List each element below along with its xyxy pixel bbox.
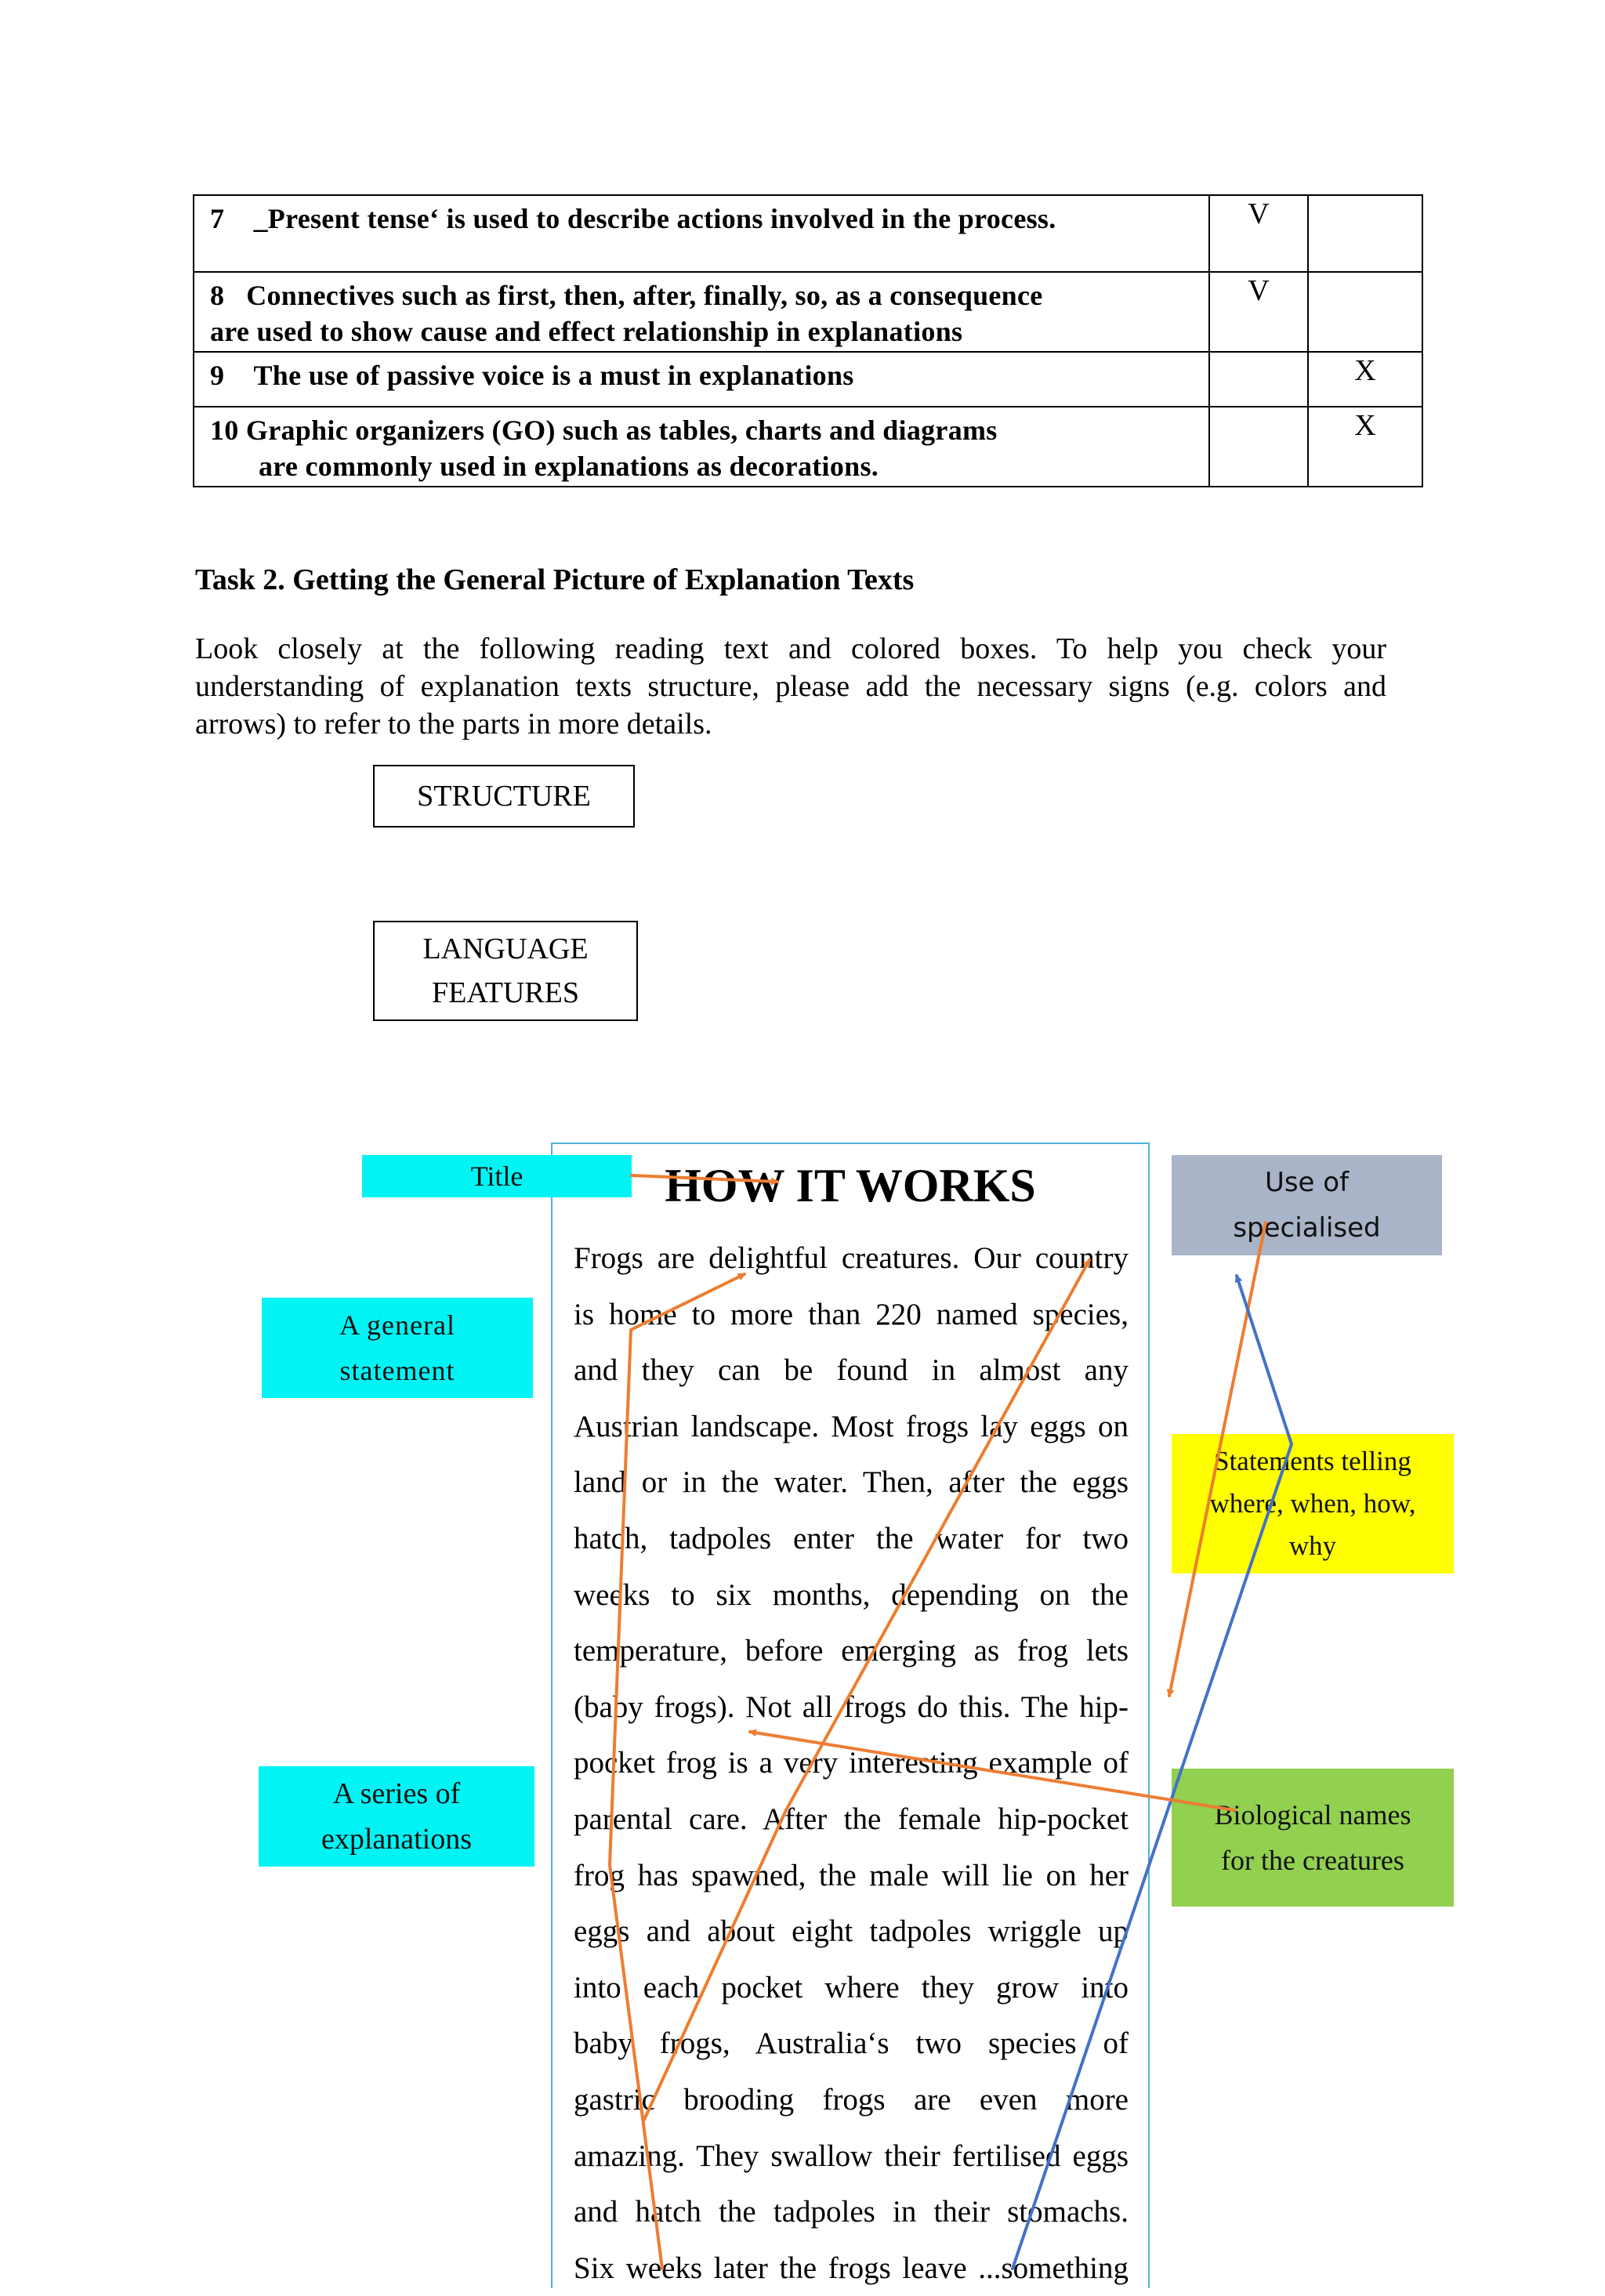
statement-text-continued: are commonly used in explanations as decorations. — [259, 451, 879, 482]
true-mark-cell: V — [1209, 195, 1308, 272]
article-line: frog has spawned, the male will lie on her — [574, 1858, 1129, 1892]
structure-box-label: STRUCTURE — [417, 780, 591, 813]
instruction-line: arrows) to refer to the parts in more details. — [195, 708, 712, 741]
specialised-terms-label[interactable] — [1172, 1155, 1442, 1255]
statement-text: 8 Connectives such as first, then, after, finally, so, as a consequence — [210, 280, 1043, 311]
label-line: why — [1288, 1530, 1337, 1561]
article-line: Austrian landscape. Most frogs lay eggs on — [574, 1409, 1129, 1443]
title-label-text: Title — [470, 1161, 524, 1192]
biological-names-label[interactable] — [1172, 1769, 1454, 1907]
label-line: A series of — [332, 1777, 461, 1810]
false-mark-cell: X — [1308, 407, 1422, 487]
label-line: A general — [339, 1309, 455, 1341]
structure-box — [373, 765, 635, 828]
label-line: for the creatures — [1221, 1845, 1404, 1876]
task-heading: Task 2. Getting the General Picture of Explanation Texts — [195, 563, 915, 596]
article-line: baby frogs, Australia‘s two species of — [574, 2026, 1129, 2061]
article-line: and they can be found in almost any — [574, 1353, 1129, 1388]
statement-text: 7 _Present tense‘ is used to describe actions involved in the process. — [210, 203, 1056, 234]
label-line: Biological names — [1214, 1799, 1411, 1831]
instruction-line: Look closely at the following reading text and colored boxes. To help you check your — [195, 632, 1386, 665]
statement-text: 10 Graphic organizers (GO) such as tables, charts and diagrams — [210, 415, 998, 446]
reading-text-panel — [551, 1143, 1150, 2288]
true-mark-cell — [1209, 407, 1308, 487]
article-line: parental care. After the female hip-pocket — [574, 1802, 1129, 1836]
statement-cell — [194, 272, 1209, 352]
article-line: Frogs are delightful creatures. Our country — [574, 1241, 1129, 1275]
table-row — [194, 272, 1422, 352]
label-line: Use of — [1264, 1167, 1350, 1198]
language-features-box — [373, 921, 638, 1021]
table-row — [194, 407, 1422, 487]
article-line: hatch, tadpoles enter the water for two — [574, 1521, 1129, 1555]
article-line: (baby frogs). Not all frogs do this. The hip- — [574, 1689, 1129, 1724]
label-line: Statements telling — [1214, 1446, 1411, 1476]
article-line: is home to more than 220 named species, — [574, 1297, 1129, 1331]
false-mark-cell — [1308, 272, 1422, 352]
false-mark-cell — [1308, 195, 1422, 272]
statement-text: 9 The use of passive voice is a must in explanations — [210, 360, 854, 391]
statements-label[interactable] — [1172, 1434, 1454, 1574]
series-of-explanations-label[interactable] — [259, 1766, 534, 1867]
language-box-line: FEATURES — [432, 976, 579, 1009]
article-line: into each pocket where they grow into — [574, 1970, 1129, 2004]
statement-text-continued: are used to show cause and effect relationship in explanations — [210, 316, 963, 347]
label-line: where, when, how, — [1209, 1488, 1416, 1519]
article-line: amazing. They swallow their fertilised eggs — [574, 2138, 1129, 2173]
label-line: statement — [339, 1355, 455, 1386]
language-box-line: LANGUAGE — [422, 933, 589, 965]
statement-cell — [194, 352, 1209, 407]
label-line: specialised — [1233, 1212, 1381, 1244]
article-line: and hatch the tadpoles in their stomachs. — [574, 2195, 1129, 2229]
article-title: HOW IT WORKS — [665, 1160, 1036, 1211]
table-row — [194, 195, 1422, 272]
article-line: land or in the water. Then, after the eggs — [574, 1465, 1129, 1500]
general-statement-label[interactable] — [262, 1298, 533, 1398]
article-line: gastric brooding frogs are even more — [574, 2082, 1129, 2117]
true-mark-cell — [1209, 352, 1308, 407]
statement-cell — [194, 195, 1209, 272]
instruction-line: understanding of explanation texts structure, please add the necessary signs (e.g. colors and — [195, 670, 1386, 703]
article-line: pocket frog is a very interesting example of — [574, 1746, 1129, 1780]
article-line: Six weeks later the frogs leave ...something — [574, 2251, 1129, 2285]
checklist-table — [193, 194, 1423, 487]
statement-cell — [194, 407, 1209, 487]
article-line: eggs and about eight tadpoles wriggle up — [574, 1914, 1129, 1949]
task-instructions — [195, 630, 1386, 743]
table-row — [194, 352, 1422, 407]
label-line: explanations — [321, 1823, 473, 1856]
article-line: weeks to six months, depending on the — [574, 1577, 1129, 1612]
true-mark-cell: V — [1209, 272, 1308, 352]
article-line: temperature, before emerging as frog lets — [574, 1634, 1129, 1668]
article-body — [574, 1230, 1129, 2296]
title-label[interactable] — [362, 1155, 632, 1197]
false-mark-cell: X — [1308, 352, 1422, 407]
